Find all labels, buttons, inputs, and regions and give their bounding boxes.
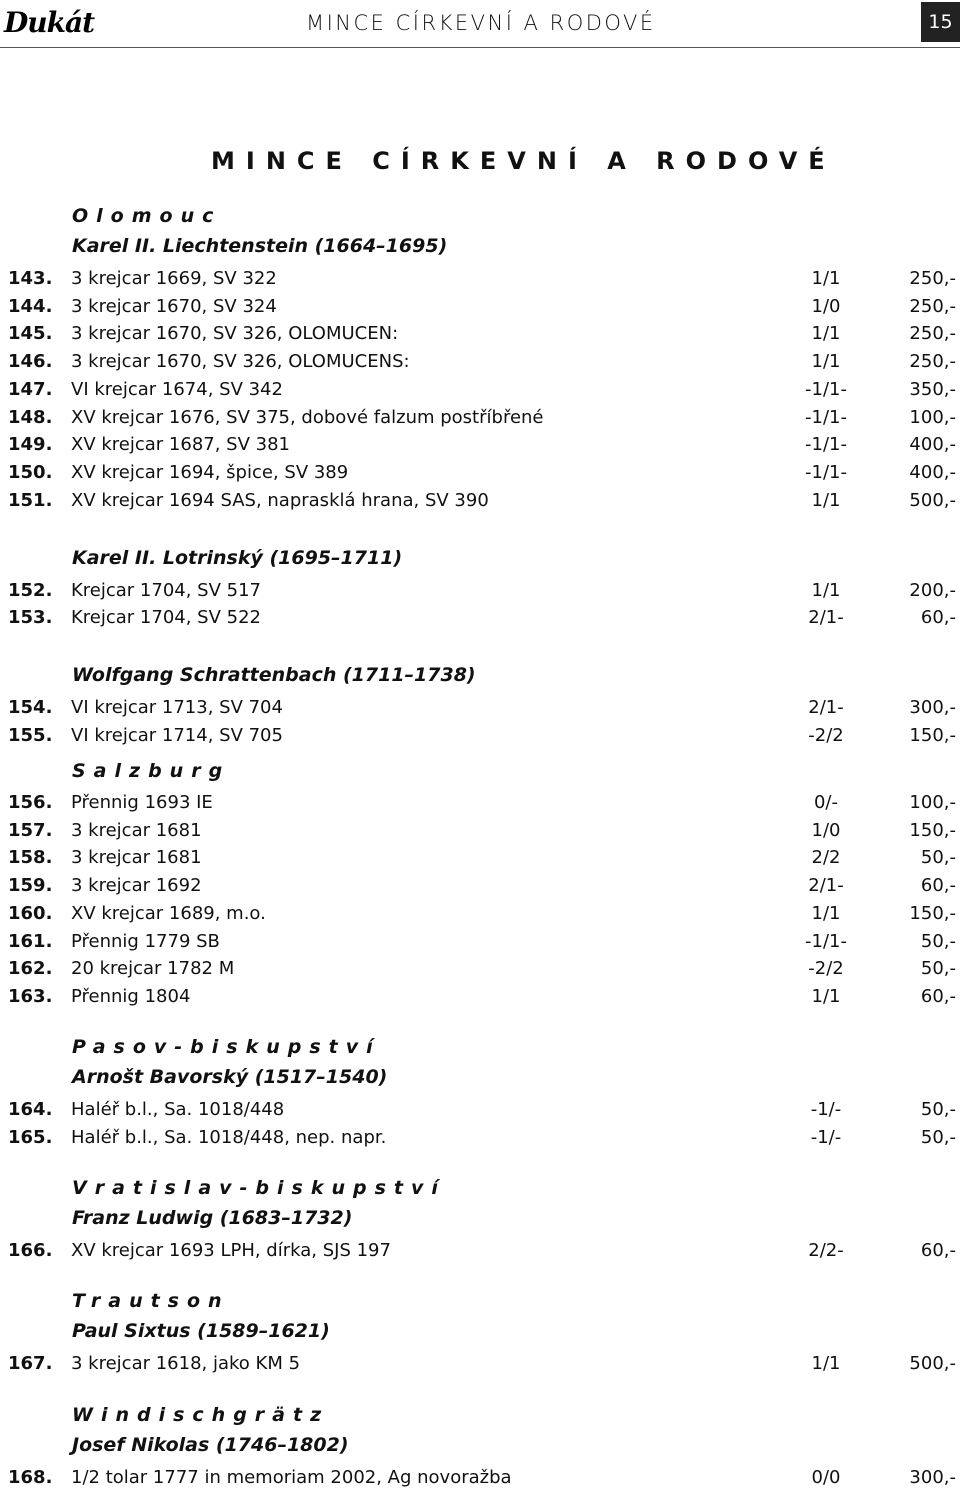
catalog-row	[0, 607, 960, 633]
lot-price: 50,-	[920, 1126, 956, 1148]
lot-description: XV krejcar 1694 SAS, naprasklá hrana, SV 390	[71, 489, 489, 511]
lot-price: 50,-	[920, 958, 956, 980]
lot-grade: 2/1-	[808, 607, 844, 629]
catalog-row	[0, 407, 960, 433]
lot-grade: -1/-	[810, 1099, 842, 1120]
lot-number: 152.	[8, 579, 53, 601]
lot-description: 20 krejcar 1782 M	[71, 958, 235, 980]
lot-description: Haléř b.l., Sa. 1018/448	[71, 1099, 285, 1120]
section-place-heading: Windischgrätz	[72, 1404, 330, 1426]
lot-number: 162.	[8, 958, 53, 980]
lot-number: 149.	[8, 434, 53, 456]
lot-description: 3 krejcar 1670, SV 324	[71, 295, 277, 317]
lot-description: 3 krejcar 1618, jako KM 5	[71, 1353, 301, 1374]
lot-grade: -2/2	[808, 725, 844, 746]
catalog-row	[0, 820, 960, 846]
lot-number: 145.	[8, 323, 53, 345]
lot-description: XV krejcar 1676, SV 375, dobové falzum postříbřené	[71, 406, 544, 428]
lot-grade: 2/1-	[808, 875, 844, 897]
lot-number: 157.	[8, 819, 53, 841]
lot-number: 147.	[8, 378, 53, 400]
catalog-row	[0, 296, 960, 322]
lot-grade: 1/1	[811, 902, 841, 924]
lot-price: 300,-	[909, 697, 956, 719]
lot-grade: -1/1-	[805, 378, 847, 400]
lot-price: 50,-	[920, 1099, 956, 1120]
lot-grade: -1/1-	[805, 930, 847, 952]
lot-description: Přennig 1693 IE	[71, 792, 213, 813]
catalog-row	[0, 268, 960, 294]
lot-price: 250,-	[909, 323, 956, 345]
ruler-heading: Franz Ludwig (1683–1732)	[72, 1207, 353, 1229]
catalog-row	[0, 490, 960, 516]
ruler-heading: Paul Sixtus (1589–1621)	[72, 1320, 330, 1342]
lot-grade: 0/0	[811, 1467, 841, 1488]
lot-description: 3 krejcar 1681	[71, 819, 202, 841]
lot-price: 350,-	[909, 378, 956, 400]
lot-number: 146.	[8, 351, 53, 373]
ruler-heading: Arnošt Bavorský (1517–1540)	[72, 1066, 388, 1088]
lot-description: VI krejcar 1714, SV 705	[71, 725, 283, 746]
page-title: MINCE CÍRKEVNÍ A RODOVÉ	[211, 147, 836, 175]
lot-price: 200,-	[909, 579, 956, 601]
lot-grade: -1/1-	[805, 434, 847, 456]
page-number: 15	[921, 2, 960, 42]
lot-price: 60,-	[920, 985, 956, 1007]
lot-description: XV krejcar 1687, SV 381	[71, 434, 290, 456]
lot-price: 250,-	[909, 295, 956, 317]
lot-number: 167.	[8, 1353, 53, 1374]
lot-description: Přennig 1804	[71, 985, 191, 1007]
lot-price: 500,-	[909, 489, 956, 511]
lot-number: 158.	[8, 847, 53, 869]
lot-grade: 1/1	[811, 268, 841, 289]
lot-grade: 1/1	[811, 985, 841, 1007]
lot-description: Přennig 1779 SB	[71, 930, 220, 952]
lot-price: 100,-	[909, 792, 956, 813]
header-rule	[0, 47, 960, 48]
running-head: MINCE CÍRKEVNÍ A RODOVÉ	[306, 11, 656, 35]
lot-description: XV krejcar 1689, m.o.	[71, 902, 266, 924]
lot-price: 400,-	[909, 461, 956, 483]
lot-grade: 1/1	[811, 351, 841, 373]
lot-grade: 1/1	[811, 489, 841, 511]
lot-description: 1/2 tolar 1777 in memoriam 2002, Ag novoražba	[71, 1467, 512, 1488]
lot-grade: -2/2	[808, 958, 844, 980]
lot-number: 155.	[8, 725, 53, 746]
lot-description: 3 krejcar 1681	[71, 847, 202, 869]
lot-description: 3 krejcar 1669, SV 322	[71, 268, 277, 289]
lot-description: Krejcar 1704, SV 517	[71, 579, 262, 601]
lot-description: XV krejcar 1693 LPH, dírka, SJS 197	[71, 1240, 391, 1261]
lot-number: 150.	[8, 461, 53, 483]
catalog-row	[0, 351, 960, 377]
lot-number: 143.	[8, 268, 53, 289]
lot-grade: 1/1	[811, 1353, 841, 1374]
section-place-heading: Pasov-biskupství	[72, 1036, 381, 1058]
lot-grade: 0/-	[813, 792, 838, 813]
catalog-row	[0, 725, 960, 751]
catalog-row	[0, 931, 960, 957]
lot-price: 250,-	[909, 268, 956, 289]
lot-number: 166.	[8, 1240, 53, 1261]
lot-number: 165.	[8, 1126, 53, 1148]
lot-number: 154.	[8, 697, 53, 719]
lot-number: 144.	[8, 295, 53, 317]
catalog-row	[0, 903, 960, 929]
catalog-row	[0, 1127, 960, 1153]
catalog-row	[0, 986, 960, 1012]
lot-grade: 2/2	[811, 847, 841, 869]
catalog-row	[0, 697, 960, 723]
lot-description: 3 krejcar 1670, SV 326, OLOMUCENS:	[71, 351, 410, 373]
lot-number: 153.	[8, 607, 53, 629]
lot-price: 60,-	[920, 607, 956, 629]
lot-description: VI krejcar 1674, SV 342	[71, 378, 283, 400]
lot-price: 500,-	[909, 1353, 956, 1374]
dukat-logo: Dukát	[4, 6, 95, 39]
section-place-heading: Vratislav-biskupství	[72, 1177, 446, 1199]
catalog-row	[0, 958, 960, 984]
catalog-row	[0, 1467, 960, 1493]
catalog-row	[0, 1353, 960, 1379]
catalog-row	[0, 875, 960, 901]
lot-number: 151.	[8, 489, 53, 511]
lot-description: 3 krejcar 1692	[71, 875, 202, 897]
lot-price: 150,-	[909, 819, 956, 841]
catalog-row	[0, 379, 960, 405]
catalog-row	[0, 847, 960, 873]
lot-grade: 1/1	[811, 579, 841, 601]
lot-number: 159.	[8, 875, 53, 897]
ruler-heading: Josef Nikolas (1746–1802)	[72, 1434, 349, 1456]
lot-price: 50,-	[920, 847, 956, 869]
section-place-heading: Trautson	[72, 1290, 230, 1312]
lot-price: 150,-	[909, 902, 956, 924]
section-place-heading: Olomouc	[72, 205, 222, 227]
lot-grade: 2/1-	[808, 697, 844, 719]
lot-description: Haléř b.l., Sa. 1018/448, nep. napr.	[71, 1126, 387, 1148]
lot-grade: -1/-	[810, 1126, 842, 1148]
lot-number: 164.	[8, 1099, 53, 1120]
ruler-heading: Karel II. Lotrinský (1695–1711)	[72, 546, 403, 569]
lot-price: 150,-	[909, 725, 956, 746]
lot-number: 161.	[8, 930, 53, 952]
catalog-row	[0, 462, 960, 488]
lot-price: 400,-	[909, 434, 956, 456]
catalog-row	[0, 323, 960, 349]
lot-grade: 1/1	[811, 323, 841, 345]
ruler-heading: Wolfgang Schrattenbach (1711–1738)	[72, 664, 476, 687]
catalog-row	[0, 580, 960, 606]
section-place-heading: Salzburg	[72, 760, 231, 782]
lot-price: 300,-	[909, 1467, 956, 1488]
lot-description: XV krejcar 1694, špice, SV 389	[71, 461, 349, 483]
lot-price: 60,-	[920, 875, 956, 897]
lot-number: 156.	[8, 792, 53, 813]
lot-price: 100,-	[909, 406, 956, 428]
lot-grade: -1/1-	[805, 406, 847, 428]
page-header	[0, 0, 960, 50]
ruler-heading: Karel II. Liechtenstein (1664–1695)	[72, 235, 448, 257]
catalog-row	[0, 792, 960, 818]
lot-grade: 1/0	[811, 819, 841, 841]
lot-number: 160.	[8, 902, 53, 924]
lot-number: 168.	[8, 1467, 53, 1488]
catalog-row	[0, 1240, 960, 1266]
lot-number: 163.	[8, 985, 53, 1007]
catalog-row	[0, 434, 960, 460]
lot-price: 250,-	[909, 351, 956, 373]
lot-description: VI krejcar 1713, SV 704	[71, 697, 283, 719]
catalog-row	[0, 1099, 960, 1125]
lot-grade: 2/2-	[808, 1240, 844, 1261]
lot-number: 148.	[8, 406, 53, 428]
lot-price: 60,-	[920, 1240, 956, 1261]
lot-description: Krejcar 1704, SV 522	[71, 607, 262, 629]
lot-description: 3 krejcar 1670, SV 326, OLOMUCEN:	[71, 323, 399, 345]
lot-grade: 1/0	[811, 295, 841, 317]
lot-price: 50,-	[920, 930, 956, 952]
lot-grade: -1/1-	[805, 461, 847, 483]
